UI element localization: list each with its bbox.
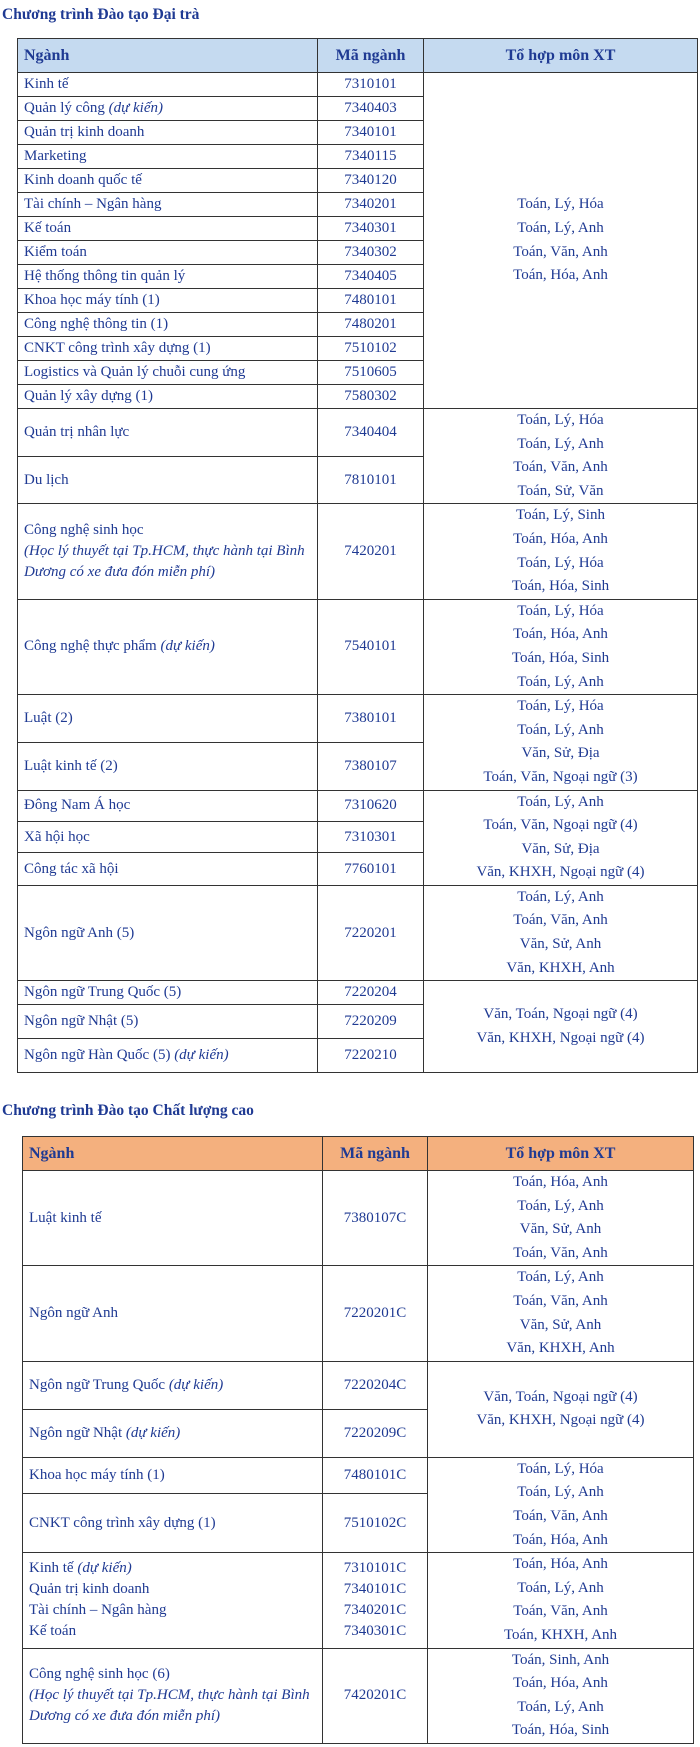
major-code: 7340201 bbox=[318, 193, 424, 217]
combo-line: Toán, Hóa, Anh bbox=[513, 1174, 608, 1190]
major-name: Luật kinh tế (2) bbox=[18, 742, 318, 790]
header-major: Ngành bbox=[18, 39, 318, 73]
major-code: 7340101 bbox=[318, 121, 424, 145]
major-name: Ngôn ngữ Trung Quốc (5) bbox=[18, 981, 318, 1005]
combo-line: Toán, Văn, Anh bbox=[513, 912, 608, 929]
table-row bbox=[18, 599, 698, 694]
major-name: CNKT công trình xây dựng (1) bbox=[23, 1493, 323, 1552]
combo-line: Toán, Lý, Anh bbox=[517, 721, 604, 738]
major-name: Luật kinh tế bbox=[23, 1171, 323, 1266]
major-name: Ngôn ngữ Trung Quốc (dự kiến) bbox=[23, 1361, 323, 1409]
table-row bbox=[18, 981, 698, 1005]
table-row bbox=[23, 1457, 694, 1493]
major-code: 7380107 bbox=[318, 742, 424, 790]
major-note: (dự kiến) bbox=[77, 1560, 132, 1577]
combo-line: Toán, Hóa, Anh bbox=[513, 1675, 608, 1692]
combo-cell bbox=[424, 981, 698, 1073]
major-code: 7540101 bbox=[318, 599, 424, 694]
combo-line: Toán, Lý, Anh bbox=[517, 1197, 604, 1214]
major-name: Kinh doanh quốc tế bbox=[18, 169, 318, 193]
major-code: 7310301 bbox=[318, 821, 424, 852]
major-code: 7380101 bbox=[318, 695, 424, 743]
major-name: Tài chính – Ngân hàng bbox=[18, 193, 318, 217]
major-code: 7310101C bbox=[343, 1560, 407, 1577]
combo-cell bbox=[428, 1266, 694, 1361]
combo-line: Toán, Văn, Ngoại ngữ (4) bbox=[483, 817, 638, 834]
major-name: Khoa học máy tính (1) bbox=[18, 289, 318, 313]
combo-line: Toán, Lý, Hóa bbox=[517, 1460, 604, 1477]
combo-line: Toán, Lý, Anh bbox=[517, 888, 604, 905]
combo-line: Toán, Văn, Anh bbox=[513, 1603, 608, 1620]
table-row bbox=[18, 409, 698, 457]
combo-line: Toán, Lý, Anh bbox=[517, 793, 604, 810]
table-row bbox=[18, 73, 698, 97]
major-code: 7310620 bbox=[318, 790, 424, 821]
combo-line: Văn, Toán, Ngoại ngữ (4) bbox=[483, 1388, 638, 1405]
major-name: Công tác xã hội bbox=[18, 853, 318, 885]
major-code: 7420201 bbox=[318, 504, 424, 599]
major-name: Logistics và Quản lý chuỗi cung ứng bbox=[18, 361, 318, 385]
major-code: 7340101C bbox=[343, 1581, 407, 1598]
major-name: Quản lý xây dựng (1) bbox=[18, 385, 318, 409]
combo-line: Toán, Lý, Sinh bbox=[516, 507, 605, 524]
combo-line: Toán, KHXH, Anh bbox=[503, 1626, 618, 1643]
combo-line: Toán, Hóa, Anh bbox=[513, 1531, 608, 1548]
combo-line: Toán, Lý, Anh bbox=[517, 673, 604, 690]
combo-cell bbox=[428, 1361, 694, 1457]
major-code: 7340301C bbox=[343, 1623, 407, 1640]
major-list bbox=[23, 1553, 323, 1648]
combo-line: Toán, Lý, Anh bbox=[517, 1484, 604, 1501]
major-note: (dự kiến) bbox=[160, 638, 215, 655]
major-code: 7340405 bbox=[318, 265, 424, 289]
major-name: Công nghệ sinh học (6) (Học lý thuyết tại Tp.HCM, thực hành tại Bình Dương có xe đưa đón miễn phí) bbox=[23, 1648, 323, 1743]
combo-line: Toán, Lý, Hóa bbox=[517, 698, 604, 715]
combo-cell bbox=[428, 1553, 694, 1648]
major-code: 7220204C bbox=[323, 1361, 428, 1409]
major-code: 7220201C bbox=[323, 1266, 428, 1361]
table-row bbox=[23, 1361, 694, 1409]
major-note: (dự kiến) bbox=[125, 1424, 181, 1441]
major-code: 7340120 bbox=[318, 169, 424, 193]
major-name: Ngôn ngữ Nhật (dự kiến) bbox=[23, 1409, 323, 1457]
combo-line: Toán, Văn, Anh bbox=[513, 1292, 608, 1309]
major-code: 7480101 bbox=[318, 289, 424, 313]
major-name: Marketing bbox=[18, 145, 318, 169]
combo-line: Toán, Lý, Anh bbox=[517, 435, 604, 452]
major-code: 7220204 bbox=[318, 981, 424, 1005]
combo-line: Văn, KHXH, Anh bbox=[506, 959, 615, 976]
major-code: 7420201C bbox=[323, 1648, 428, 1743]
major-code: 7220210 bbox=[318, 1039, 424, 1073]
combo-cell bbox=[424, 599, 698, 694]
code-list bbox=[323, 1553, 428, 1648]
table-row bbox=[23, 1648, 694, 1743]
major-note: (Học lý thuyết tại Tp.HCM, thực hành tại Bình Dương có xe đưa đón miễn phí) bbox=[29, 1687, 310, 1725]
major-name: Công nghệ sinh học (Học lý thuyết tại Tp.HCM, thực hành tại Bình Dương có xe đưa đón miễn phí) bbox=[18, 504, 318, 599]
major-code: 7340201C bbox=[343, 1602, 407, 1619]
header-code: Mã ngành bbox=[318, 39, 424, 73]
major-name: Ngôn ngữ Nhật (5) bbox=[18, 1005, 318, 1039]
major-code: 7580302 bbox=[318, 385, 424, 409]
combo-line: Toán, Hóa, Anh bbox=[513, 267, 608, 284]
major-note: (dự kiến) bbox=[168, 1376, 224, 1393]
combo-line: Toán, Lý, Anh bbox=[517, 1698, 604, 1715]
combo-line: Toán, Lý, Anh bbox=[517, 219, 604, 236]
combo-line: Toán, Hóa, Sinh bbox=[511, 578, 610, 595]
major-name: Xã hội học bbox=[18, 821, 318, 852]
table-row bbox=[23, 1266, 694, 1361]
table-row bbox=[18, 695, 698, 743]
table-row bbox=[18, 504, 698, 599]
major-name: Du lịch bbox=[18, 456, 318, 504]
combo-line: Văn, KHXH, Ngoại ngữ (4) bbox=[476, 1412, 645, 1429]
major-code: 7310101 bbox=[318, 73, 424, 97]
major-code: 7340302 bbox=[318, 241, 424, 265]
combo-line: Toán, Lý, Hóa bbox=[517, 412, 604, 428]
major-code: 7340404 bbox=[318, 409, 424, 457]
combo-line: Toán, Lý, Hóa bbox=[517, 554, 604, 571]
major-name: Quản trị kinh doanh bbox=[29, 1581, 150, 1598]
combo-line: Văn, Sử, Anh bbox=[519, 936, 602, 953]
combo-line: Toán, Văn, Anh bbox=[513, 243, 608, 260]
major-name: Kế toán bbox=[29, 1623, 77, 1640]
combo-line: Toán, Lý, Anh bbox=[517, 1269, 604, 1286]
major-name: Luật (2) bbox=[18, 695, 318, 743]
table-row bbox=[23, 1171, 694, 1266]
header-major: Ngành bbox=[23, 1137, 323, 1171]
combo-line: Văn, KHXH, Anh bbox=[506, 1340, 615, 1357]
major-code: 7510102 bbox=[318, 337, 424, 361]
major-code: 7380107C bbox=[323, 1171, 428, 1266]
combo-line: Toán, Sử, Văn bbox=[517, 482, 604, 499]
major-name: CNKT công trình xây dựng (1) bbox=[18, 337, 318, 361]
major-name: Kiểm toán bbox=[18, 241, 318, 265]
section1-title: Chương trình Đào tạo Đại trà bbox=[2, 6, 200, 23]
major-note: (dự kiến) bbox=[174, 1047, 229, 1064]
table-row bbox=[18, 790, 698, 821]
major-name: Quản trị nhân lực bbox=[18, 409, 318, 457]
major-name: Khoa học máy tính (1) bbox=[23, 1457, 323, 1493]
combo-line: Toán, Văn, Anh bbox=[513, 1244, 608, 1261]
combo-cell bbox=[424, 504, 698, 599]
combo-line: Văn, Toán, Ngoại ngữ (4) bbox=[483, 1006, 638, 1023]
combo-cell bbox=[424, 790, 698, 885]
major-code: 7340403 bbox=[318, 97, 424, 121]
major-name: Kinh tế bbox=[18, 73, 318, 97]
high-quality-program-table bbox=[22, 1136, 694, 1744]
major-code: 7340301 bbox=[318, 217, 424, 241]
combo-line: Toán, Văn, Anh bbox=[513, 459, 608, 476]
combo-line: Toán, Hóa, Anh bbox=[513, 1556, 608, 1573]
major-code: 7480101C bbox=[323, 1457, 428, 1493]
major-code: 7510102C bbox=[323, 1493, 428, 1552]
combo-line: Toán, Hóa, Sinh bbox=[511, 1722, 610, 1739]
combo-line: Toán, Văn, Anh bbox=[513, 1507, 608, 1524]
combo-line: Toán, Hóa, Sinh bbox=[511, 649, 610, 666]
major-code: 7510605 bbox=[318, 361, 424, 385]
major-code: 7810101 bbox=[318, 456, 424, 504]
major-name: Ngôn ngữ Hàn Quốc (5) (dự kiến) bbox=[18, 1039, 318, 1073]
table-row bbox=[23, 1553, 694, 1648]
header-combo: Tổ hợp môn XT bbox=[424, 39, 698, 73]
major-name: Ngôn ngữ Anh bbox=[23, 1266, 323, 1361]
combo-cell bbox=[424, 409, 698, 504]
combo-line: Toán, Lý, Hóa bbox=[517, 196, 604, 213]
table-row bbox=[18, 885, 698, 980]
major-name: Đông Nam Á học bbox=[18, 790, 318, 821]
combo-line: Toán, Văn, Ngoại ngữ (3) bbox=[483, 768, 638, 785]
combo-line: Văn, Sử, Địa bbox=[521, 745, 600, 762]
combo-line: Toán, Lý, Hóa bbox=[517, 602, 604, 619]
combo-line: Toán, Lý, Anh bbox=[517, 1579, 604, 1596]
major-name: Ngôn ngữ Anh (5) bbox=[18, 885, 318, 980]
combo-cell bbox=[424, 885, 698, 980]
major-name: Công nghệ thông tin (1) bbox=[18, 313, 318, 337]
major-code: 7760101 bbox=[318, 853, 424, 885]
major-name: Quản trị kinh doanh bbox=[18, 121, 318, 145]
combo-line: Toán, Sinh, Anh bbox=[511, 1651, 610, 1668]
major-note: (Học lý thuyết tại Tp.HCM, thực hành tại Bình Dương có xe đưa đón miễn phí) bbox=[24, 543, 305, 581]
major-code: 7480201 bbox=[318, 313, 424, 337]
major-code: 7220201 bbox=[318, 885, 424, 980]
combo-cell bbox=[424, 695, 698, 790]
combo-cell bbox=[428, 1457, 694, 1552]
combo-line: Toán, Hóa, Anh bbox=[513, 626, 608, 643]
header-combo: Tổ hợp môn XT bbox=[428, 1137, 694, 1171]
combo-cell bbox=[424, 73, 698, 409]
combo-line: Văn, Sử, Anh bbox=[519, 1221, 602, 1238]
combo-line: Văn, KHXH, Ngoại ngữ (4) bbox=[476, 864, 645, 881]
major-name: Công nghệ thực phẩm (dự kiến) bbox=[18, 599, 318, 694]
combo-cell bbox=[428, 1648, 694, 1743]
combo-line: Văn, KHXH, Ngoại ngữ (4) bbox=[476, 1029, 645, 1046]
combo-line: Văn, Sử, Địa bbox=[521, 840, 600, 857]
major-name: Kế toán bbox=[18, 217, 318, 241]
major-name: Hệ thống thông tin quản lý bbox=[18, 265, 318, 289]
major-code: 7220209 bbox=[318, 1005, 424, 1039]
major-code: 7220209C bbox=[323, 1409, 428, 1457]
major-name: Kinh tế bbox=[29, 1560, 74, 1577]
major-name: Quản lý công (dự kiến) bbox=[18, 97, 318, 121]
major-note: (dự kiến) bbox=[108, 100, 163, 116]
combo-line: Văn, Sử, Anh bbox=[519, 1316, 602, 1333]
combo-cell bbox=[428, 1171, 694, 1266]
combo-line: Toán, Hóa, Anh bbox=[513, 530, 608, 547]
major-name: Tài chính – Ngân hàng bbox=[29, 1602, 167, 1619]
major-code: 7340115 bbox=[318, 145, 424, 169]
header-code: Mã ngành bbox=[323, 1137, 428, 1171]
section2-title: Chương trình Đào tạo Chất lượng cao bbox=[2, 1102, 254, 1119]
regular-program-table bbox=[17, 38, 698, 1073]
